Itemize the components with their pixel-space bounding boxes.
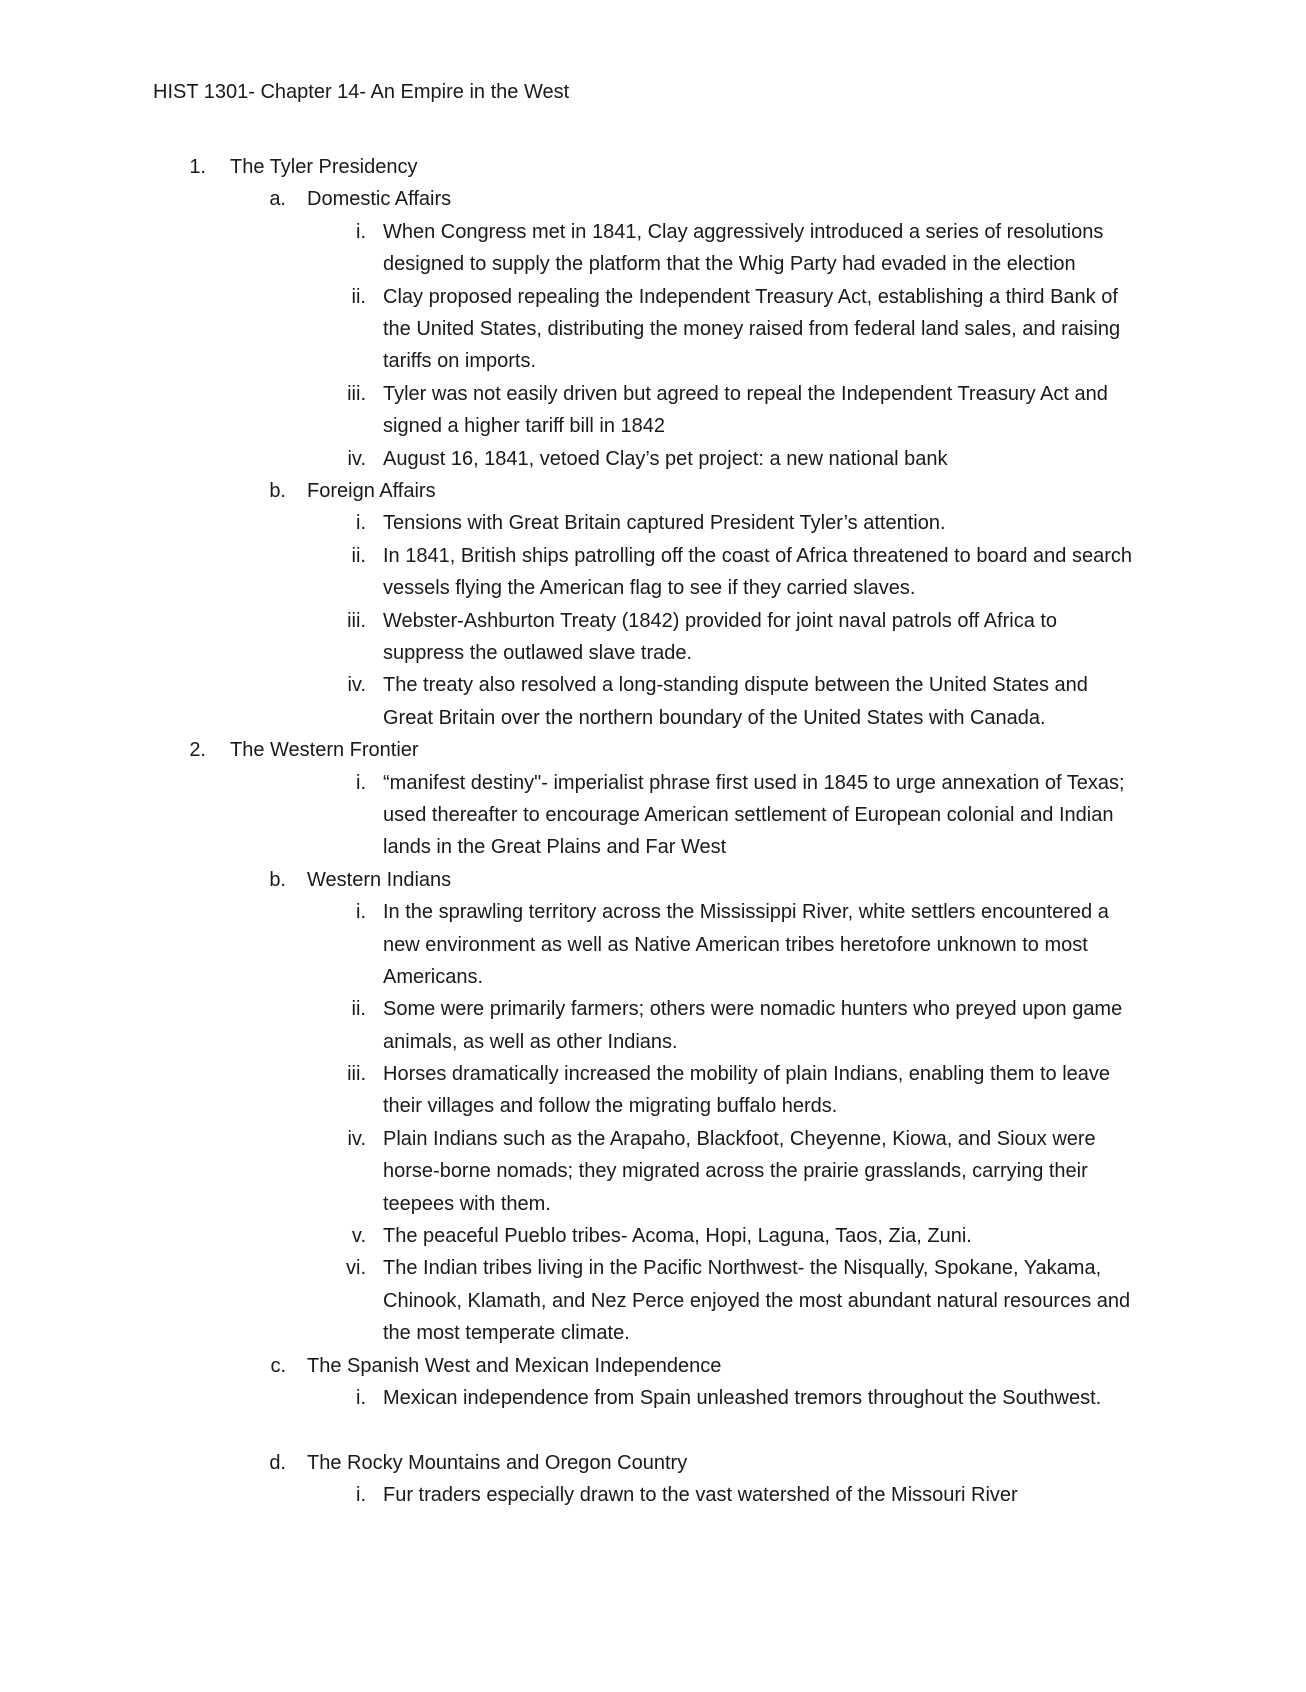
outline-item-level-3 bbox=[0, 1479, 1306, 1511]
outline-marker: 2. bbox=[189, 739, 206, 762]
outline-item-level-2 bbox=[0, 864, 1306, 896]
outline-item-level-3 bbox=[0, 507, 1306, 539]
outline-marker: vi. bbox=[346, 1257, 366, 1280]
outline-marker: i. bbox=[356, 1387, 366, 1410]
outline-text: Foreign Affairs bbox=[307, 479, 436, 502]
outline-text: Some were primarily farmers; others were nomadic hunters who preyed upon game animals, as well as other Indians. bbox=[383, 998, 1123, 1053]
outline-text: In 1841, British ships patrolling off the coast of Africa threatened to board and search vessels flying the American flag to see if they carried slaves. bbox=[383, 544, 1132, 600]
outline-text: Domestic Affairs bbox=[307, 188, 452, 211]
outline-item-level-2 bbox=[0, 183, 1306, 215]
outline-marker: ii. bbox=[351, 544, 366, 567]
outline-text: The peaceful Pueblo tribes- Acoma, Hopi, Laguna, Taos, Zia, Zuni. bbox=[383, 1225, 972, 1248]
outline-text: Tensions with Great Britain captured President Tyler’s attention. bbox=[383, 512, 946, 535]
outline-marker: ii. bbox=[351, 998, 366, 1021]
outline-item-level-3 bbox=[0, 1220, 1306, 1252]
outline-item-level-3 bbox=[0, 896, 1306, 993]
outline-text: Horses dramatically increased the mobility of plain Indians, enabling them to leave their villages and follow the migrating buffalo herds. bbox=[383, 1063, 1111, 1118]
outline-marker: d. bbox=[269, 1451, 286, 1474]
outline-marker: c. bbox=[270, 1354, 286, 1377]
outline-text: The Western Frontier bbox=[230, 739, 419, 762]
outline-marker: i. bbox=[356, 1484, 366, 1507]
outline-marker: b. bbox=[269, 868, 286, 891]
outline-text: “manifest destiny"- imperialist phrase first used in 1845 to urge annexation of Texas; used thereafter to encourage American settlement of European colonial and Indian lands in the Great Plains and Far West bbox=[383, 771, 1125, 859]
outline-item-level-3 bbox=[0, 1123, 1306, 1220]
outline-item-level-3 bbox=[0, 378, 1306, 443]
outline-marker: iv. bbox=[347, 1127, 366, 1150]
outline-text: The treaty also resolved a long-standing dispute between the United States and Great Britain over the northern boundary of the United States with Canada. bbox=[383, 674, 1088, 729]
outline-marker: iii. bbox=[347, 382, 366, 405]
outline-item-level-2 bbox=[0, 1447, 1306, 1479]
outline-marker: i. bbox=[356, 220, 366, 243]
outline-item-level-1 bbox=[0, 734, 1306, 766]
outline-text: Mexican independence from Spain unleashed tremors throughout the Southwest. bbox=[383, 1387, 1102, 1410]
outline-marker: i. bbox=[356, 771, 366, 794]
outline-marker: b. bbox=[269, 479, 286, 502]
outline-text: Western Indians bbox=[307, 868, 452, 891]
outline-text: Clay proposed repealing the Independent Treasury Act, establishing a third Bank of the United States, distributing the money raised from federal land sales, and raising tariffs on imports. bbox=[383, 285, 1121, 373]
outline-marker: i. bbox=[356, 901, 366, 924]
outline-text: Webster-Ashburton Treaty (1842) provided for joint naval patrols off Africa to suppress the outlawed slave trade. bbox=[383, 609, 1058, 664]
outline-marker: i. bbox=[356, 512, 366, 535]
outline-marker: ii. bbox=[351, 285, 366, 308]
outline-item-level-3 bbox=[0, 669, 1306, 734]
outline-text: The Indian tribes living in the Pacific Northwest- the Nisqually, Spokane, Yakama, Chinook, Klamath, and Nez Perce enjoyed the most abundant natural resources and the most temperate climate. bbox=[383, 1257, 1131, 1345]
outline-item-level-3 bbox=[0, 767, 1306, 864]
outline-marker: iv. bbox=[347, 674, 366, 697]
document-title: HIST 1301- Chapter 14- An Empire in the West bbox=[153, 81, 570, 103]
outline-item-level-3 bbox=[0, 443, 1306, 475]
outline-item-level-2 bbox=[0, 1350, 1306, 1382]
outline-item-level-3 bbox=[0, 216, 1306, 281]
outline-marker: a. bbox=[269, 188, 286, 211]
outline-marker: iv. bbox=[347, 447, 366, 470]
outline-item-level-3 bbox=[0, 605, 1306, 670]
outline-item-level-3 bbox=[0, 1058, 1306, 1123]
outline-text: Fur traders especially drawn to the vast watershed of the Missouri River bbox=[383, 1484, 1018, 1507]
outline-item-level-3 bbox=[0, 1382, 1306, 1447]
outline-item-level-3 bbox=[0, 540, 1306, 605]
outline-text: Plain Indians such as the Arapaho, Blackfoot, Cheyenne, Kiowa, and Sioux were horse-borne nomads; they migrated across the prairie grasslands, carrying their teepees with them. bbox=[383, 1127, 1096, 1215]
outline-marker: iii. bbox=[347, 609, 366, 632]
outline-text: When Congress met in 1841, Clay aggressively introduced a series of resolutions designed to supply the platform that the Whig Party had evaded in the election bbox=[383, 220, 1104, 276]
outline-text: The Tyler Presidency bbox=[230, 156, 418, 178]
outline-item-level-3 bbox=[0, 1252, 1306, 1349]
outline-item-level-1 bbox=[0, 151, 1306, 183]
outline-item-level-2 bbox=[0, 475, 1306, 507]
outline-item-level-3 bbox=[0, 281, 1306, 378]
outline-item-level-3 bbox=[0, 993, 1306, 1058]
outline-text: The Spanish West and Mexican Independence bbox=[307, 1354, 722, 1377]
outline-text: In the sprawling territory across the Mississippi River, white settlers encountered a new environment as well as Native American tribes heretofore unknown to most Americans. bbox=[383, 901, 1109, 988]
outline-marker: 1. bbox=[189, 156, 206, 178]
outline-text: August 16, 1841, vetoed Clay’s pet project: a new national bank bbox=[383, 447, 948, 470]
outline-list bbox=[0, 151, 1306, 1512]
outline-marker: iii. bbox=[347, 1063, 366, 1086]
outline-marker: v. bbox=[351, 1225, 366, 1248]
outline-text: Tyler was not easily driven but agreed to repeal the Independent Treasury Act and signed a higher tariff bill in 1842 bbox=[383, 382, 1108, 438]
outline-text: The Rocky Mountains and Oregon Country bbox=[307, 1451, 688, 1474]
